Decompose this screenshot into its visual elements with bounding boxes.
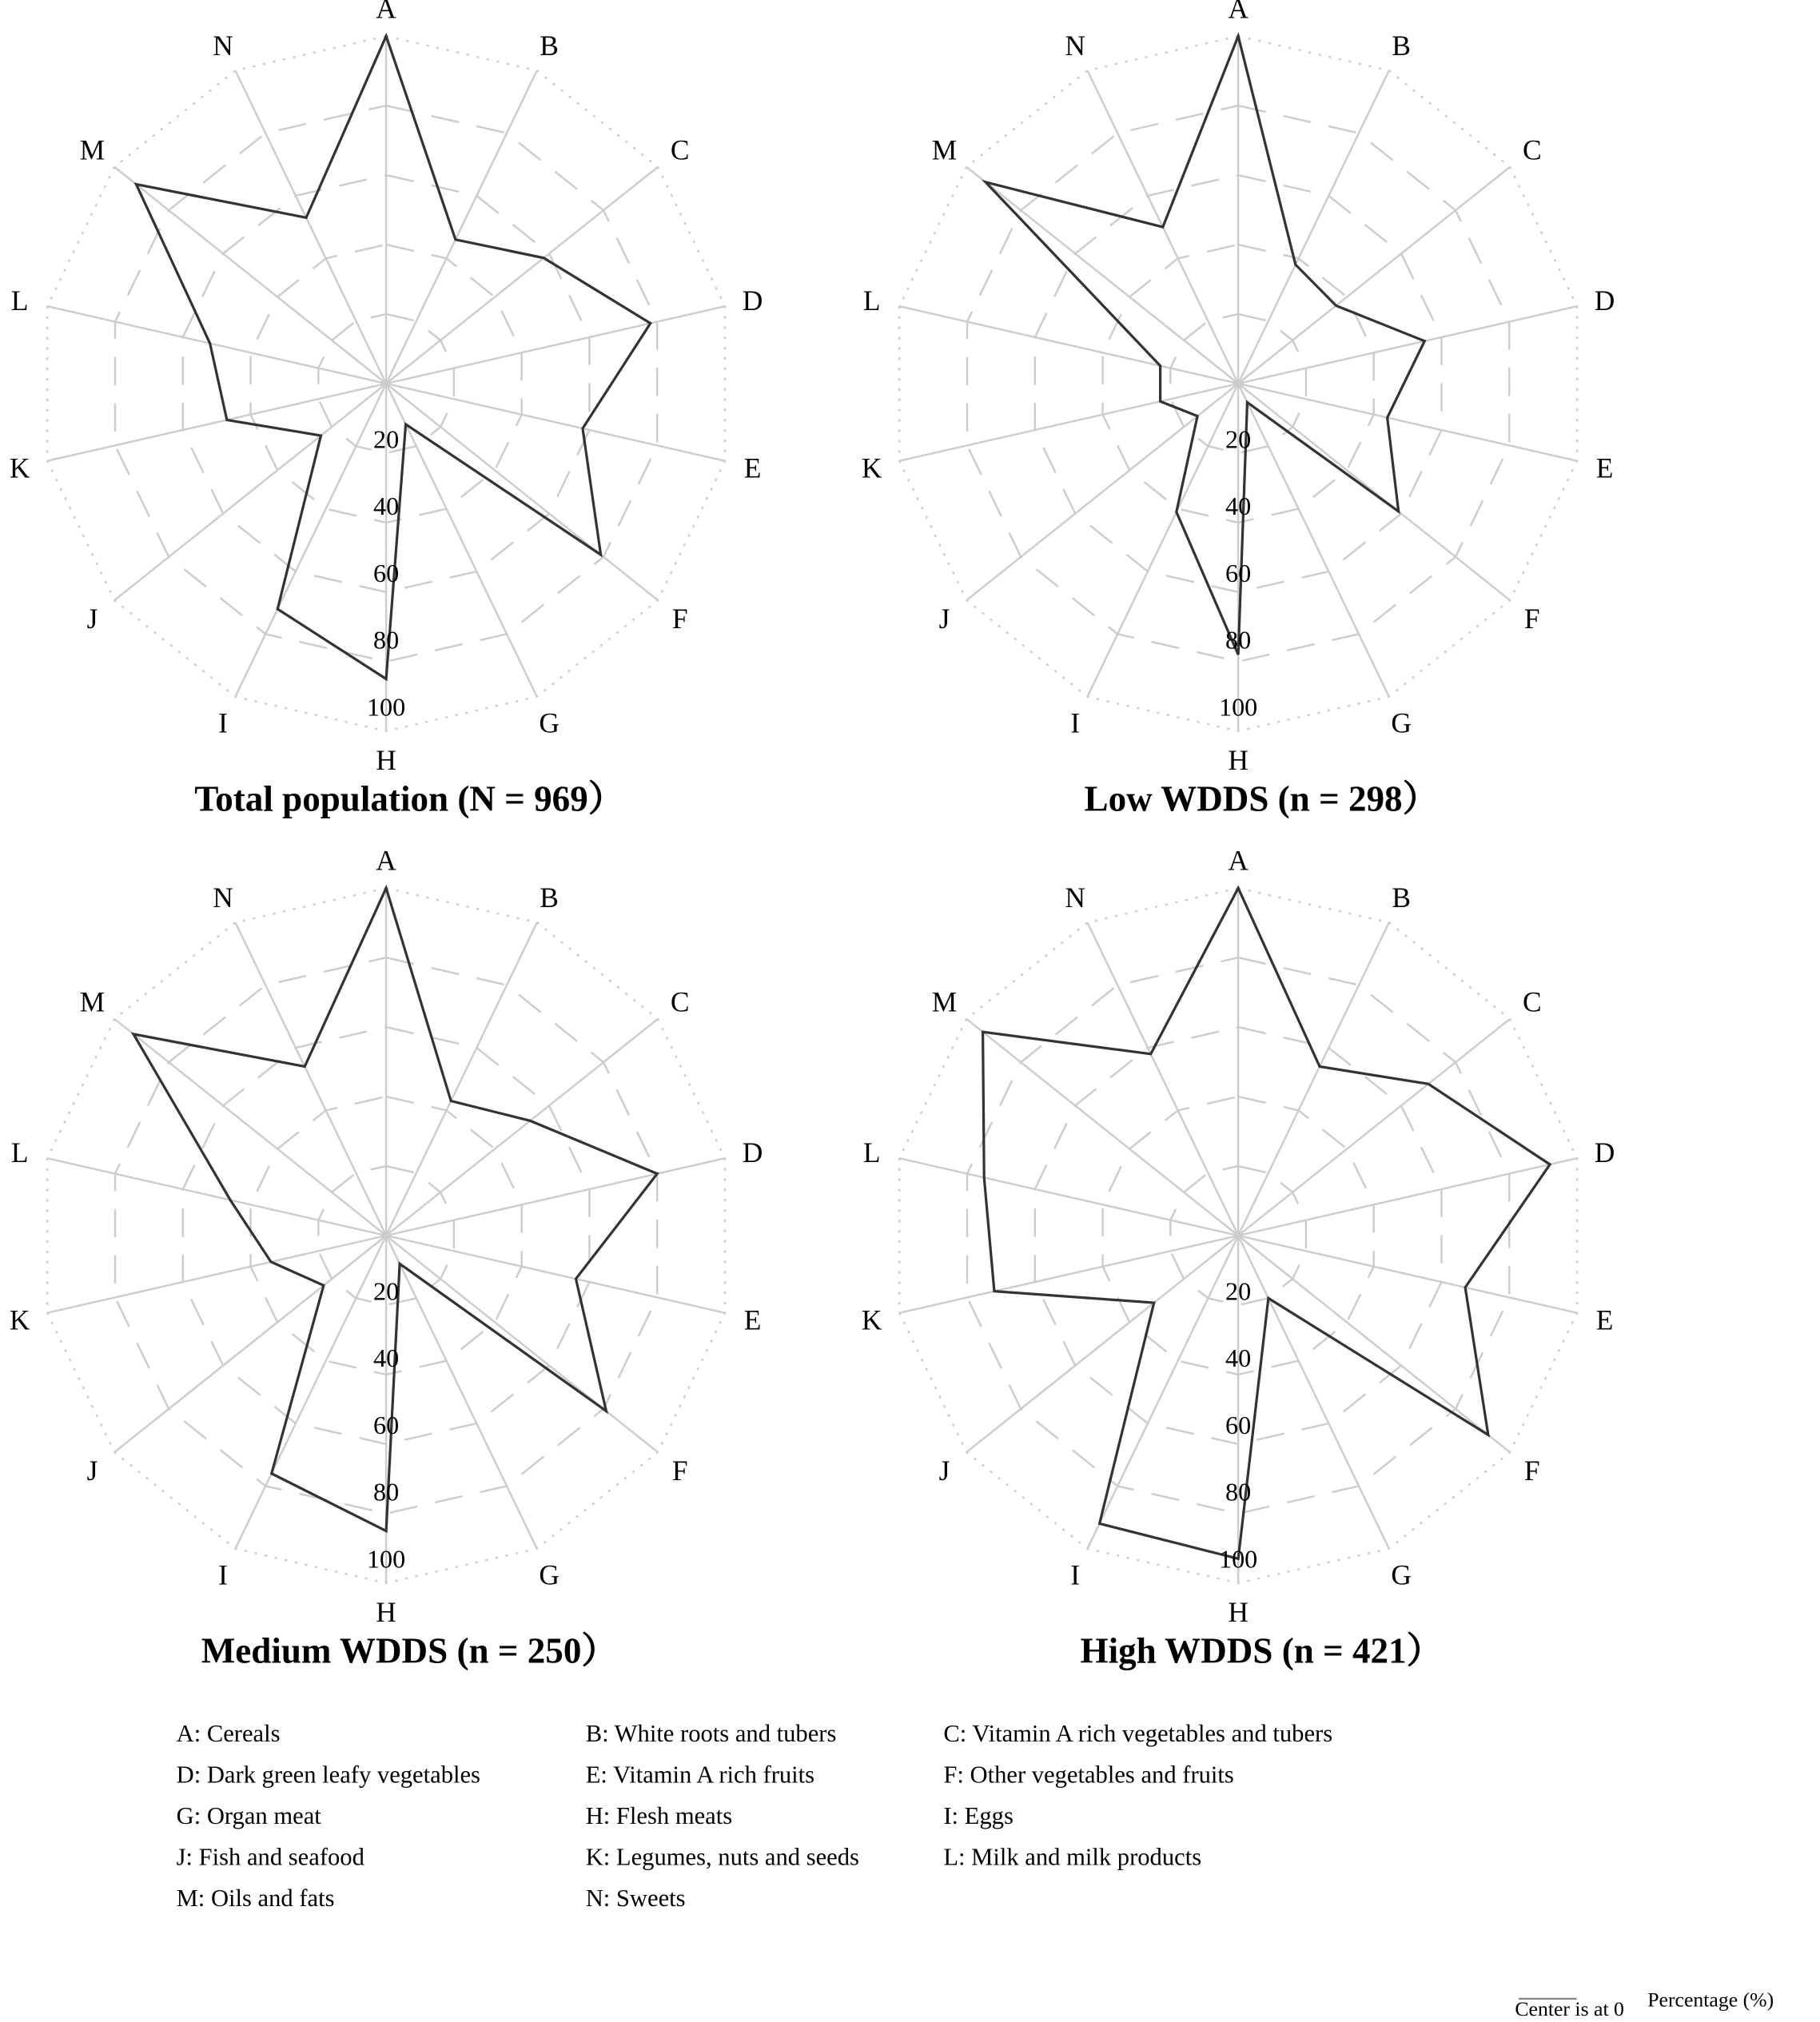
axis-spoke — [386, 167, 658, 384]
axis-label: E — [743, 452, 762, 484]
axis-label: L — [862, 1136, 881, 1169]
tick-label: 100 — [366, 1544, 406, 1574]
axis-label: J — [86, 1455, 98, 1487]
axis-label: K — [9, 452, 30, 484]
legend-item: J: Fish and seafood — [176, 1843, 364, 1871]
tick-label: 100 — [1218, 692, 1258, 722]
axis-label: L — [862, 285, 881, 317]
axis-spoke — [1238, 1019, 1510, 1236]
radar-panel — [10, 0, 763, 819]
axis-spoke — [235, 1236, 386, 1549]
axis-spoke — [114, 167, 386, 384]
axis-spoke — [386, 384, 537, 697]
tick-label: 20 — [1225, 1276, 1252, 1306]
tick-label: 100 — [1218, 1544, 1258, 1574]
axis-spoke — [1238, 384, 1389, 697]
axis-label: C — [1522, 985, 1542, 1018]
axis-label: K — [861, 452, 882, 484]
legend-item: B: White roots and tubers — [585, 1719, 837, 1747]
data-series-polygon — [986, 36, 1424, 655]
axis-label: B — [540, 882, 559, 914]
axis-label: M — [931, 985, 958, 1018]
axis-spoke — [899, 1158, 1238, 1236]
tick-label: 80 — [1225, 625, 1252, 655]
tick-label: 40 — [1225, 492, 1252, 521]
tick-label: 60 — [373, 558, 400, 587]
axis-label: M — [79, 133, 106, 166]
axis-spoke — [1238, 384, 1510, 600]
axis-label: D — [1594, 1136, 1615, 1169]
axis-spoke — [899, 384, 1238, 461]
axis-spoke — [114, 384, 386, 600]
axis-label: D — [742, 1136, 763, 1169]
axis-label: J — [938, 603, 950, 635]
axis-label: M — [79, 985, 106, 1018]
axis-spoke — [386, 70, 537, 384]
legend-item: G: Organ meat — [176, 1801, 321, 1829]
axis-label: C — [1522, 133, 1542, 166]
axis-spoke — [1087, 384, 1238, 697]
axis-label: H — [376, 1596, 396, 1629]
axis-label: F — [671, 1455, 688, 1487]
radar-panel — [862, 0, 1615, 819]
axis-label: E — [1595, 452, 1614, 484]
axis-spoke — [386, 384, 658, 600]
axis-label: J — [86, 603, 98, 635]
axis-label: M — [931, 133, 958, 166]
axis-spoke — [1087, 1236, 1238, 1549]
category-legend — [177, 1720, 1333, 1912]
legend-item: I: Eggs — [943, 1801, 1014, 1829]
axis-spoke — [1238, 1236, 1389, 1549]
axis-label: F — [671, 603, 688, 635]
axis-spoke — [47, 384, 386, 461]
axis-label: I — [1070, 1558, 1081, 1591]
legend-item: M: Oils and fats — [176, 1884, 335, 1912]
legend-item: C: Vitamin A rich vegetables and tubers — [943, 1719, 1333, 1747]
axis-spoke — [966, 167, 1238, 384]
axis-label: A — [1228, 0, 1249, 25]
axis-label: K — [9, 1304, 30, 1336]
axis-spoke — [899, 1236, 1238, 1313]
axis-label: F — [1523, 1455, 1540, 1487]
axis-spoke — [386, 384, 725, 461]
tick-label: 60 — [1225, 1410, 1252, 1439]
axis-label: G — [539, 707, 560, 739]
axis-label: L — [10, 285, 29, 317]
tick-label: 60 — [1225, 558, 1252, 587]
legend-series-label: Percentage (%) — [1647, 1988, 1774, 2012]
axis-label: E — [1595, 1304, 1614, 1336]
tick-label: 20 — [1225, 424, 1252, 454]
axis-label: N — [1065, 882, 1085, 914]
legend-item: H: Flesh meats — [585, 1801, 733, 1829]
series-legend — [1515, 1988, 1774, 2020]
tick-label: 80 — [373, 625, 400, 655]
axis-label: G — [539, 1558, 560, 1591]
axis-label: B — [1392, 882, 1411, 914]
legend-item: N: Sweets — [585, 1884, 686, 1912]
legend-item: L: Milk and milk products — [943, 1843, 1202, 1871]
axis-label: E — [743, 1304, 762, 1336]
axis-spoke — [1238, 70, 1389, 384]
axis-spoke — [386, 1236, 658, 1452]
tick-label: 20 — [373, 424, 400, 454]
axis-label: H — [376, 744, 396, 777]
tick-label: 60 — [373, 1410, 400, 1439]
radar-panel — [10, 845, 763, 1671]
axis-spoke — [47, 1158, 386, 1236]
axis-label: K — [861, 1304, 882, 1336]
tick-label: 40 — [1225, 1343, 1252, 1373]
axis-spoke — [114, 1019, 386, 1236]
tick-label: 40 — [373, 492, 400, 521]
axis-spoke — [1238, 384, 1577, 461]
axis-spoke — [386, 1236, 537, 1549]
axis-label: F — [1523, 603, 1540, 635]
axis-label: I — [218, 707, 228, 739]
legend-item: D: Dark green leafy vegetables — [176, 1761, 480, 1789]
axis-label: D — [742, 285, 763, 317]
axis-label: A — [1228, 844, 1249, 877]
axis-spoke — [966, 1019, 1238, 1236]
axis-label: A — [376, 0, 396, 25]
panel-title: Low WDDS (n = 298） — [1084, 778, 1439, 819]
panel-title: Medium WDDS (n = 250） — [201, 1630, 618, 1671]
axis-label: B — [1392, 30, 1411, 62]
tick-label: 40 — [373, 1343, 400, 1373]
legend-item: E: Vitamin A rich fruits — [585, 1761, 815, 1789]
axis-label: G — [1391, 1558, 1412, 1591]
axis-label: J — [938, 1455, 950, 1487]
axis-label: H — [1228, 1596, 1249, 1629]
legend-item: K: Legumes, nuts and seeds — [585, 1843, 859, 1871]
tick-label: 100 — [366, 692, 406, 722]
axis-spoke — [235, 384, 386, 697]
radar-panel — [862, 845, 1615, 1671]
axis-label: D — [1594, 285, 1615, 317]
axis-spoke — [47, 1236, 386, 1313]
panel-title: Total population (N = 969） — [194, 778, 624, 819]
panel-title: High WDDS (n = 421） — [1080, 1630, 1443, 1671]
axis-spoke — [386, 1158, 725, 1236]
axis-label: C — [670, 985, 690, 1018]
axis-spoke — [1238, 306, 1577, 384]
axis-label: H — [1228, 744, 1249, 777]
legend-item: F: Other vegetables and fruits — [943, 1761, 1234, 1789]
axis-spoke — [386, 306, 725, 384]
axis-spoke — [386, 1019, 658, 1236]
axis-label: N — [213, 30, 233, 62]
tick-label: 80 — [1225, 1477, 1252, 1507]
axis-label: I — [1070, 707, 1081, 739]
axis-label: B — [540, 30, 559, 62]
axis-label: C — [670, 133, 690, 166]
axis-label: N — [1065, 30, 1085, 62]
axis-label: I — [218, 1558, 228, 1591]
axis-label: A — [376, 844, 396, 877]
axis-label: N — [213, 882, 233, 914]
legend-center-note: Center is at 0 — [1515, 1996, 1624, 2020]
axis-spoke — [114, 1236, 386, 1452]
axis-spoke — [386, 1236, 725, 1313]
axis-label: G — [1391, 707, 1412, 739]
axis-spoke — [1238, 1236, 1577, 1313]
tick-label: 20 — [373, 1276, 400, 1306]
axis-spoke — [386, 922, 537, 1236]
tick-label: 80 — [373, 1477, 400, 1507]
axis-spoke — [1238, 1236, 1510, 1452]
legend-item: A: Cereals — [176, 1719, 281, 1747]
axis-spoke — [899, 306, 1238, 384]
axis-spoke — [1238, 922, 1389, 1236]
axis-label: L — [10, 1136, 29, 1169]
axis-spoke — [966, 1236, 1238, 1452]
data-series-polygon — [983, 888, 1551, 1558]
